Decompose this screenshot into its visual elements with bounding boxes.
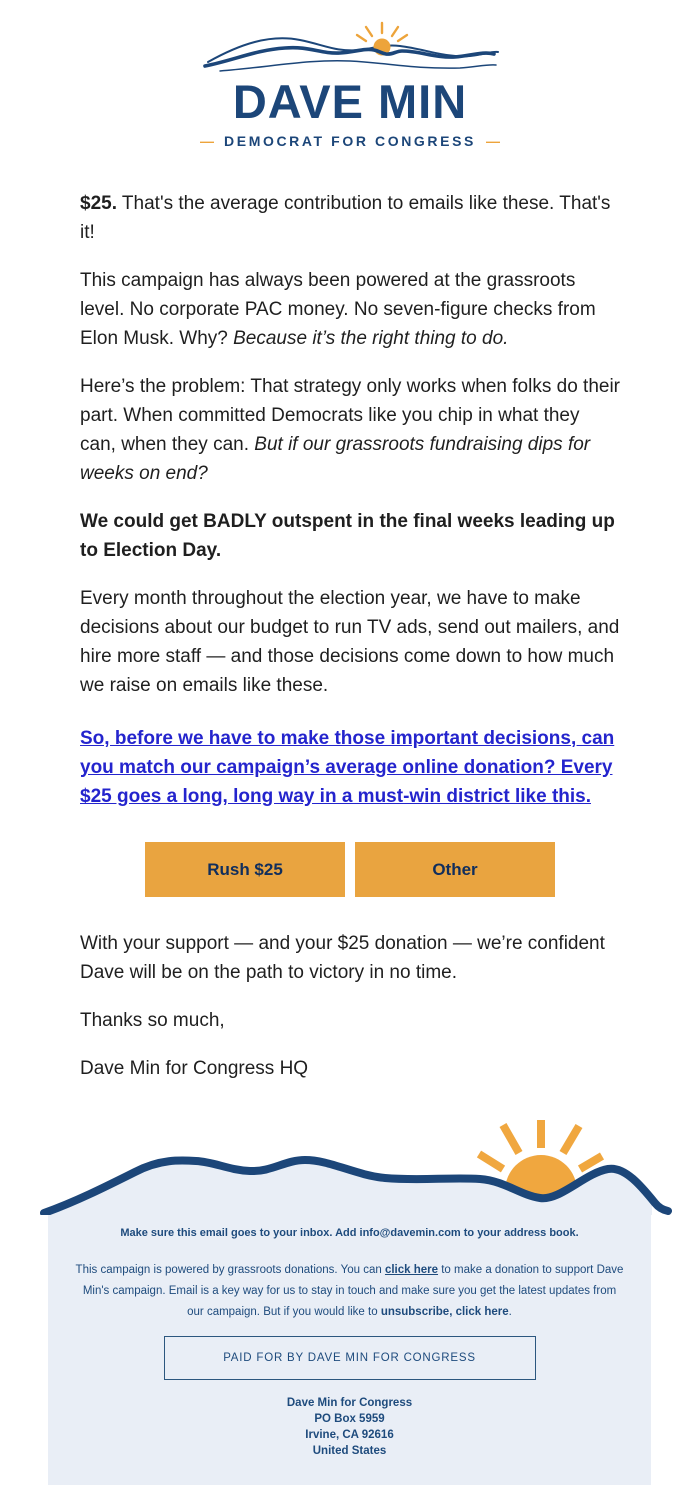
paragraph-average-contribution: $25. That's the average contribution to emails like these. That's it! [80, 192, 611, 243]
hills-sun-logo-illustration [200, 20, 500, 76]
tagline-right-dash: — [485, 132, 500, 149]
paragraph-donation-cta [80, 724, 620, 811]
address-org: Dave Min for Congress [286, 1396, 413, 1409]
logo-tagline [0, 133, 700, 149]
match-donation-link[interactable]: So, before we have to make those important decisions, can you match our campaign’s average online donation? Every $25 goes a long, long way in a must-win district like this. [80, 727, 615, 807]
unsubscribe-click-here-link[interactable]: click here [455, 1305, 509, 1318]
footer-hills-sun-illustration [0, 1115, 700, 1215]
fine-print: This campaign is powered by grassroots donations. You can click here to make a donation to support Dave Min's campaign. Email is a key way for us to stay in touch and make sure you get the latest updates from our campaign. But if you would like to unsubscribe, click here. [75, 1263, 624, 1318]
candidate-name: DAVE MIN [232, 75, 468, 128]
logo-sun-icon [357, 23, 407, 41]
paragraph-outspent-warning: We could get BADLY outspent in the final weeks leading up to Election Day. [80, 510, 615, 561]
paragraph-problem: Here’s the problem: That strategy only works when folks do their part. When committed Democrats like you chip in what they can, when they can. But if our grassroots fundraising dips for weeks on end? [80, 375, 620, 484]
paid-for-text: PAID FOR BY DAVE MIN FOR CONGRESS [223, 1351, 476, 1364]
paragraph-thanks: Thanks so much, [80, 1009, 225, 1031]
paragraph-with-your-support: With your support — and your $25 donation — we’re confident Dave will be on the path to victory in no time. [80, 932, 605, 983]
tagline-text: DEMOCRAT FOR CONGRESS [224, 132, 476, 149]
tagline-left-dash: — [200, 132, 215, 149]
address-country: United States [312, 1444, 387, 1457]
email-footer [0, 1115, 700, 1485]
email-content [0, 149, 700, 1083]
address-po-box: PO Box 5959 [314, 1412, 385, 1425]
paid-for-disclaimer-box [164, 1336, 536, 1380]
rush-25-button[interactable]: Rush $25 [145, 842, 345, 897]
signature: Dave Min for Congress HQ [80, 1057, 309, 1079]
mailing-address [48, 1395, 651, 1459]
paragraph-budget-decisions: Every month throughout the election year, we have to make decisions about our budget to run TV ads, send out mailers, and hire more staff — and those decisions come down to how much we raise on emails like these. [80, 587, 620, 696]
other-amount-button[interactable]: Other [355, 842, 555, 897]
donate-click-here-link[interactable]: click here [384, 1263, 439, 1276]
inbox-note: Make sure this email goes to your inbox. Add info@davemin.com to your address book. [120, 1226, 579, 1239]
campaign-logo [0, 0, 700, 149]
unsubscribe-label: unsubscribe, [380, 1305, 456, 1318]
footer-panel [48, 1215, 651, 1485]
paragraph-grassroots: This campaign has always been powered at the grassroots level. No corporate PAC money. No seven-figure checks from Elon Musk. Why? Because it’s the right thing to do. [80, 269, 596, 349]
donation-button-row [80, 842, 620, 897]
address-city-state: Irvine, CA 92616 [305, 1428, 394, 1441]
amount-lead: $25. [80, 192, 117, 214]
